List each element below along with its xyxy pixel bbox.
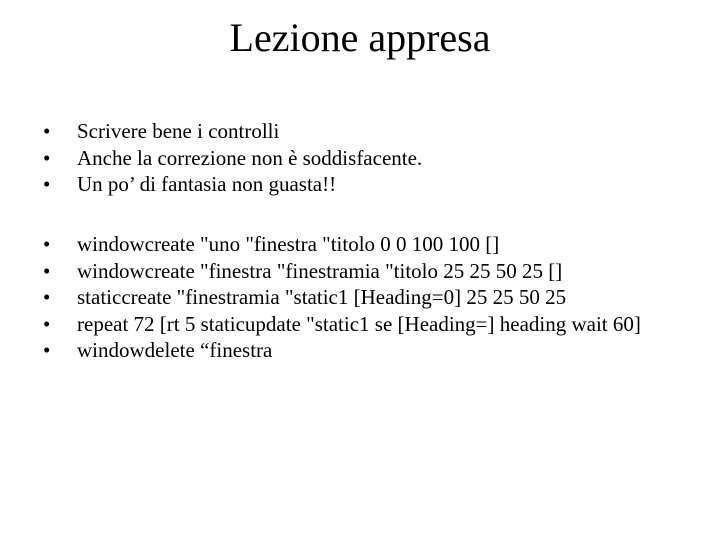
list-item	[43, 171, 683, 198]
lesson-point-text: Scrivere bene i controlli	[77, 119, 280, 143]
bullet-icon: •	[43, 285, 51, 309]
bullet-icon: •	[43, 172, 51, 196]
bullet-icon: •	[43, 258, 51, 283]
code-lines-list	[43, 231, 683, 364]
code-line-text: windowcreate "finestra "finestramia "titolo 25 25 50 25 []	[77, 258, 563, 283]
code-line-text: repeat 72 [rt 5 staticupdate "static1 se [Heading=] heading wait 60]	[77, 311, 641, 336]
list-item	[43, 337, 683, 364]
bullet-icon: •	[43, 338, 51, 362]
bullet-icon: •	[43, 232, 51, 256]
bullet-icon: •	[43, 311, 51, 336]
code-line-text: windowcreate "uno "finestra "titolo 0 0 100 100 []	[77, 232, 500, 256]
list-item	[43, 145, 683, 172]
code-line-text: staticcreate "finestramia "static1 [Heading=0] 25 25 50 25	[77, 285, 567, 309]
lesson-point-text: Un po’ di fantasia non guasta!!	[77, 172, 337, 196]
list-item	[43, 311, 683, 338]
bullet-icon: •	[43, 145, 51, 170]
lesson-points-list	[43, 118, 683, 198]
list-item	[43, 284, 683, 311]
list-item	[43, 118, 683, 145]
slide-title: Lezione appresa	[229, 15, 491, 60]
bullet-icon: •	[43, 119, 51, 143]
list-item	[43, 231, 683, 258]
lesson-point-text: Anche la correzione non è soddisfacente.	[77, 145, 423, 170]
code-line-text: windowdelete “finestra	[77, 338, 273, 362]
list-item	[43, 258, 683, 285]
